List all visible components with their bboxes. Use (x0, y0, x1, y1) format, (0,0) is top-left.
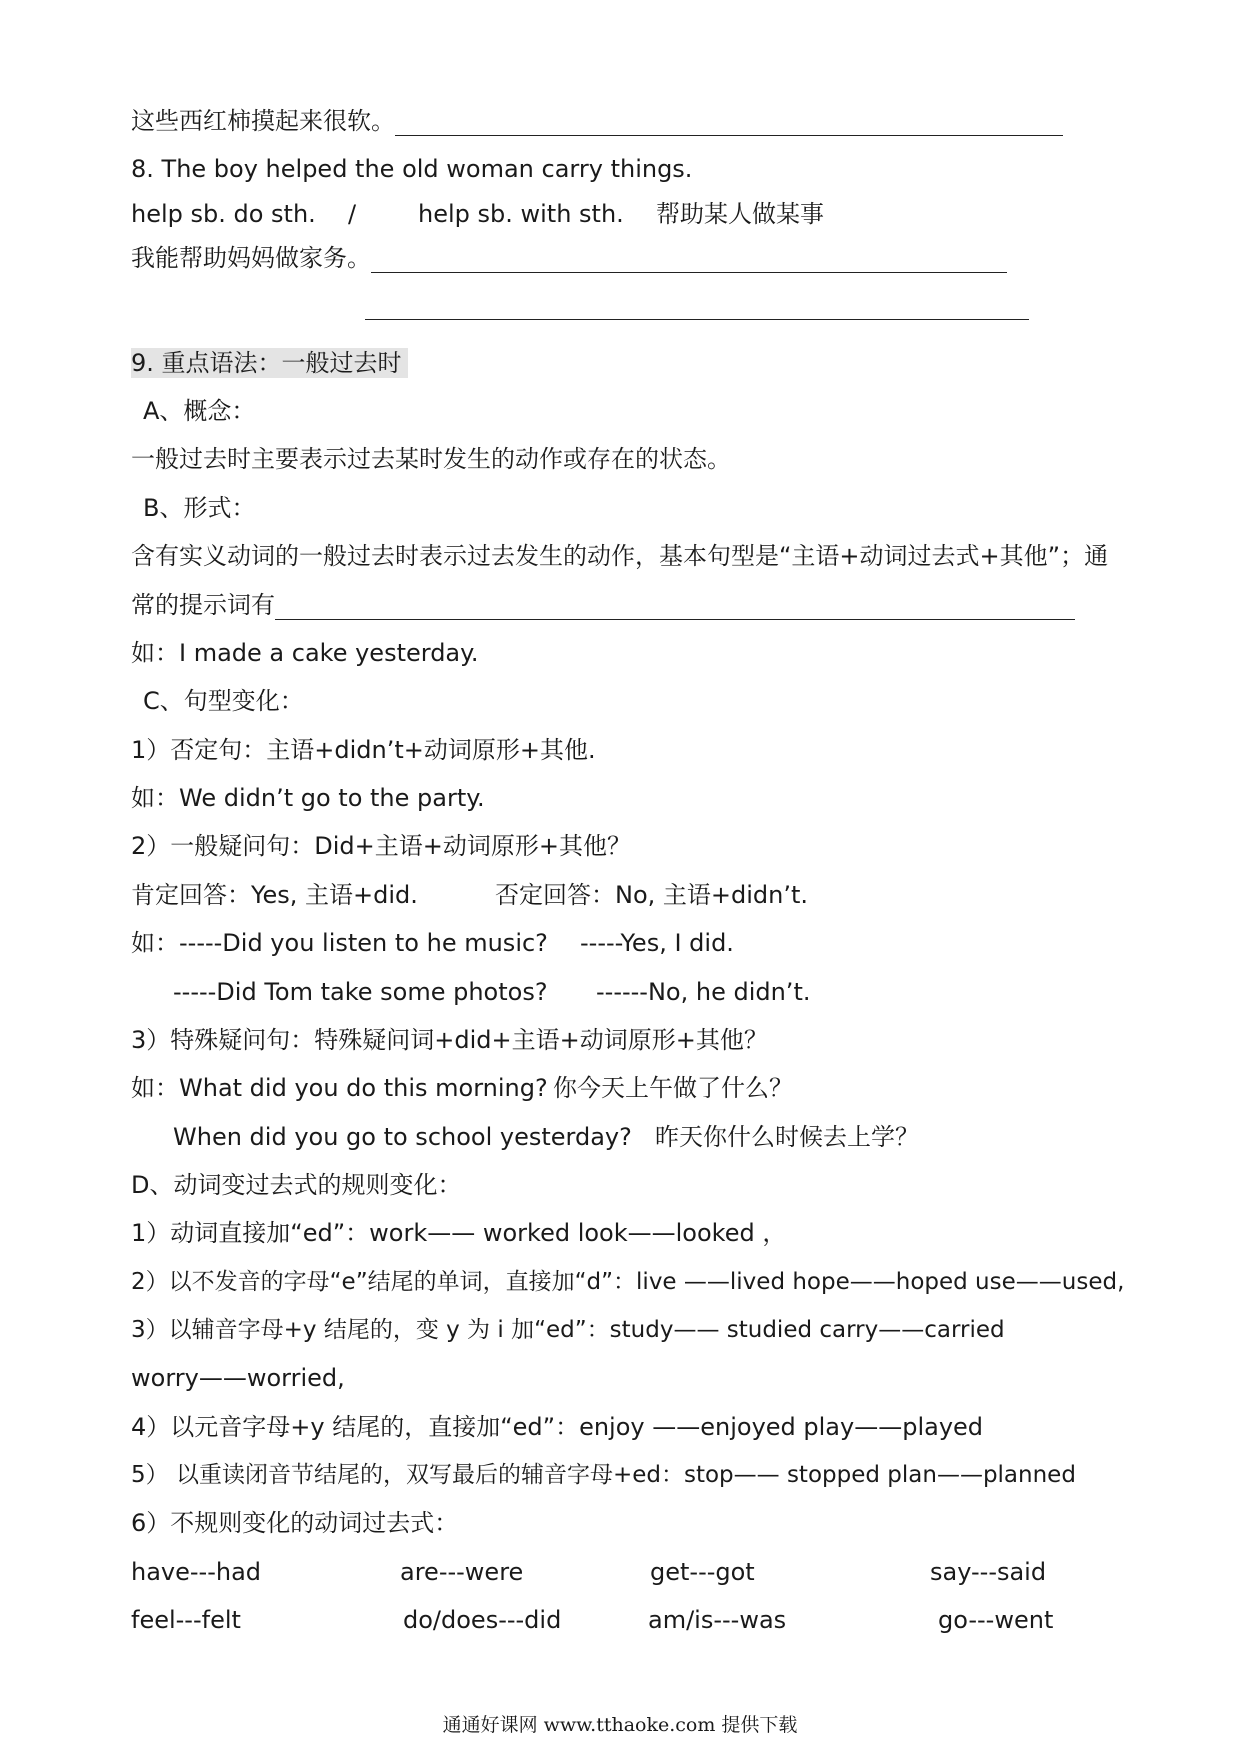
d2-rule: 2）以不发音的字母“e”结尾的单词，直接加“d”：live ——lived hope——hoped use——used, (131, 1269, 1125, 1295)
answer-blank[interactable] (371, 250, 1007, 273)
section-d-title: D、动词变过去式的规则变化： (131, 1171, 462, 1199)
c2-answer-negative: 否定回答：No, 主语+didn’t. (495, 881, 809, 909)
c2-example-2-answer: ------No, he didn’t. (596, 978, 811, 1006)
c2-answer-positive: 肯定回答：Yes, 主语+did. (131, 881, 418, 909)
irregular-cell: get---got (650, 1558, 755, 1586)
c3-example-2-zh: 昨天你什么时候去上学？ (655, 1123, 919, 1151)
pattern-2: help sb. with sth. (418, 200, 624, 228)
section-a-text: 一般过去时主要表示过去某时发生的动作或存在的状态。 (131, 445, 731, 473)
answer-blank[interactable] (395, 113, 1063, 136)
item9-title: 9. 重点语法：一般过去时 (131, 348, 408, 378)
section-b-title: B、形式： (143, 494, 256, 522)
d5-rule: 5） 以重读闭音节结尾的，双写最后的辅音字母+ed：stop—— stopped plan——planned (131, 1462, 1076, 1488)
section-c-title: C、句型变化： (143, 687, 304, 715)
c1-example: 如：We didn’t go to the party. (131, 784, 485, 812)
irregular-cell: am/is---was (648, 1606, 787, 1634)
irregular-cell: have---had (131, 1558, 262, 1586)
top-exercise-line (131, 106, 1063, 136)
page-footer: 通通好课网 www.tthaoke.com 提供下载 (442, 1714, 798, 1736)
pattern-1: help sb. do sth. (131, 200, 316, 228)
pattern-meaning: 帮助某人做某事 (656, 200, 824, 228)
section-b-text-2: 常的提示词有 (131, 591, 275, 619)
section-b-example: 如：I made a cake yesterday. (131, 639, 479, 667)
irregular-cell: say---said (930, 1558, 1047, 1586)
d3-rule-line-1: 3）以辅音字母+y 结尾的，变 y 为 i 加“ed”：study—— studied carry——carried (131, 1317, 1005, 1343)
d6-rule: 6）不规则变化的动词过去式： (131, 1509, 459, 1537)
irregular-cell: do/does---did (403, 1606, 562, 1634)
item8-sentence: 8. The boy helped the old woman carry things. (131, 155, 693, 183)
section-b-text-2-line (131, 590, 1075, 620)
item8-exercise: 我能帮助妈妈做家务。 (131, 244, 371, 272)
c3-example-1-zh: 你今天上午做了什么？ (553, 1074, 793, 1102)
irregular-cell: feel---felt (131, 1606, 241, 1634)
d3-rule-line-2: worry——worried, (131, 1364, 345, 1392)
c3-example-2-en: When did you go to school yesterday? (173, 1123, 632, 1151)
pattern-slash: / (348, 200, 357, 228)
c2-example-2-question: -----Did Tom take some photos? (173, 978, 548, 1006)
c3-example-1-en: 如：What did you do this morning? (131, 1074, 548, 1102)
item8-exercise-line (131, 243, 1007, 273)
section-b-text-1: 含有实义动词的一般过去时表示过去发生的动作，基本句型是“主语+动词过去式+其他”；通 (131, 542, 1109, 570)
c2-example-1-answer: -----Yes, I did. (580, 929, 734, 957)
d4-rule: 4）以元音字母+y 结尾的，直接加“ed”：enjoy ——enjoyed play——played (131, 1413, 984, 1441)
answer-blank[interactable] (275, 597, 1075, 620)
top-sentence: 这些西红柿摸起来很软。 (131, 107, 395, 135)
c1-rule: 1）否定句：主语+didn’t+动词原形+其他. (131, 736, 596, 764)
d1-rule: 1）动词直接加“ed”：work—— worked look——looked ， (131, 1219, 787, 1247)
irregular-cell: go---went (938, 1606, 1054, 1634)
answer-blank-line-2 (365, 290, 1029, 320)
c2-rule: 2）一般疑问句：Did+主语+动词原形+其他？ (131, 832, 631, 860)
answer-blank[interactable] (365, 297, 1029, 320)
c3-rule: 3）特殊疑问句：特殊疑问词+did+主语+动词原形+其他？ (131, 1026, 768, 1054)
section-a-title: A、概念： (143, 397, 256, 425)
irregular-cell: are---were (400, 1558, 524, 1586)
c2-example-1-question: 如：-----Did you listen to he music? (131, 929, 548, 957)
